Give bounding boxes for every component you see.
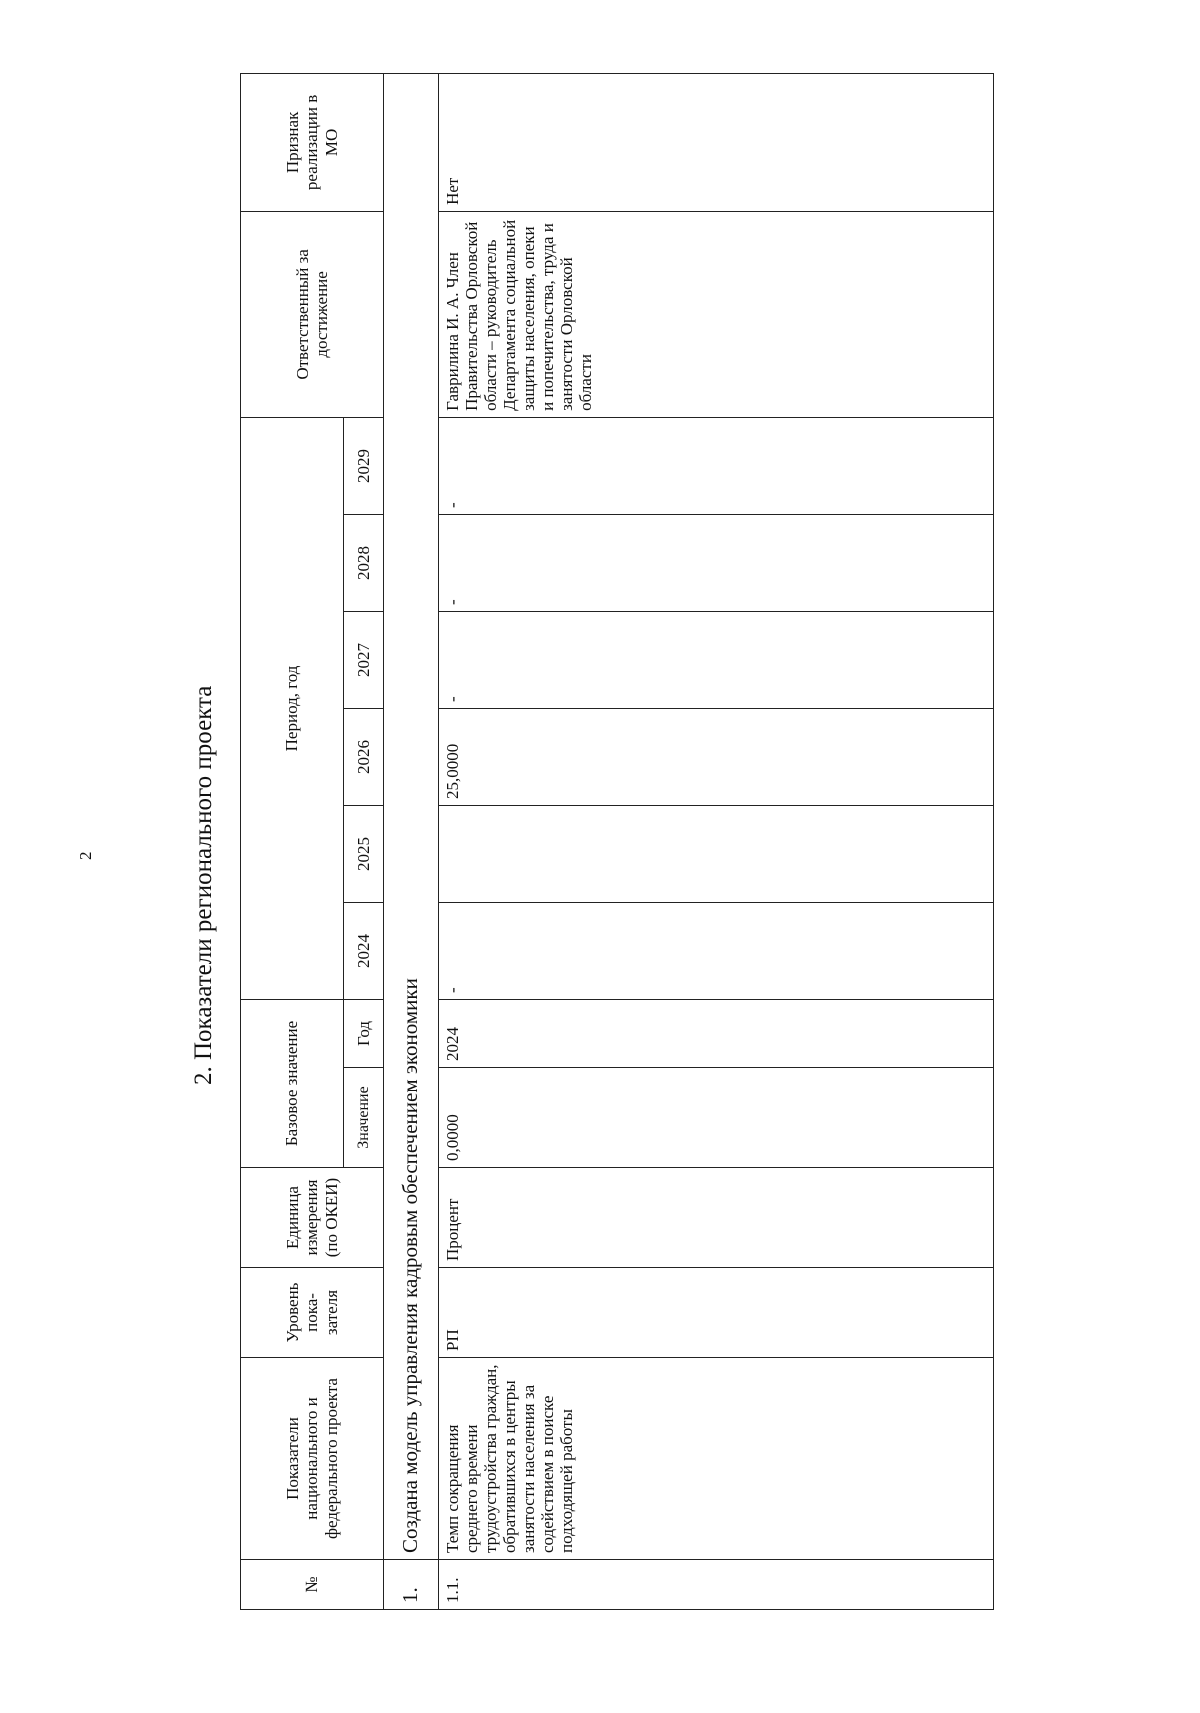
table-row	[439, 73, 994, 1609]
header-indicators: Показатели национального и федерального проекта	[241, 1358, 384, 1560]
header-period: Период, год	[241, 417, 344, 999]
row-base-value: 0,0000	[439, 1068, 994, 1168]
section-heading: Создана модель управления кадровым обеспечением экономики	[384, 73, 439, 1559]
header-year-2026: 2026	[344, 708, 384, 805]
row-value-2026: 25,0000	[439, 708, 994, 805]
row-value-2024: -	[439, 902, 994, 999]
section-title: 2. Показатели регионального проекта	[190, 685, 217, 1085]
header-year-2029: 2029	[344, 417, 384, 514]
header-responsible: Ответственный за достижение	[241, 211, 384, 417]
header-no: №	[241, 1560, 384, 1610]
row-value-2025	[439, 805, 994, 902]
header-year-2024: 2024	[344, 902, 384, 999]
row-value-2029: -	[439, 417, 994, 514]
header-level: Уровень пока-зателя	[241, 1268, 384, 1358]
section-number: 1.	[384, 1560, 439, 1610]
header-year-2025: 2025	[344, 805, 384, 902]
header-year-2028: 2028	[344, 514, 384, 611]
header-mo-sign: Признак реализации в МО	[241, 73, 384, 211]
row-value-2027: -	[439, 611, 994, 708]
indicators-table	[240, 73, 994, 1610]
header-unit: Единица измерения (по ОКЕИ)	[241, 1168, 384, 1268]
header-base-value: Значение	[344, 1068, 384, 1168]
row-level: РП	[439, 1268, 994, 1358]
row-indicator: Темп сокращения среднего времени трудоустройства граждан, обратившихся в центры занятости населения за содействием в поиске подходящей работы	[439, 1358, 994, 1560]
header-base: Базовое значение	[241, 999, 344, 1167]
row-unit: Процент	[439, 1168, 994, 1268]
header-year-2027: 2027	[344, 611, 384, 708]
indicators-table-container	[240, 74, 994, 1610]
row-mo-sign: Нет	[439, 73, 994, 211]
row-number: 1.1.	[439, 1560, 994, 1610]
page-number: 2	[76, 851, 95, 860]
header-base-year: Год	[344, 999, 384, 1067]
row-responsible: Гаврилина И. А. Член Правительства Орловской области – руководитель Департамента социальной защиты населения, опеки и попечительства, труда и занятости Орловской области	[439, 211, 994, 417]
row-value-2028: -	[439, 514, 994, 611]
row-base-year: 2024	[439, 999, 994, 1067]
